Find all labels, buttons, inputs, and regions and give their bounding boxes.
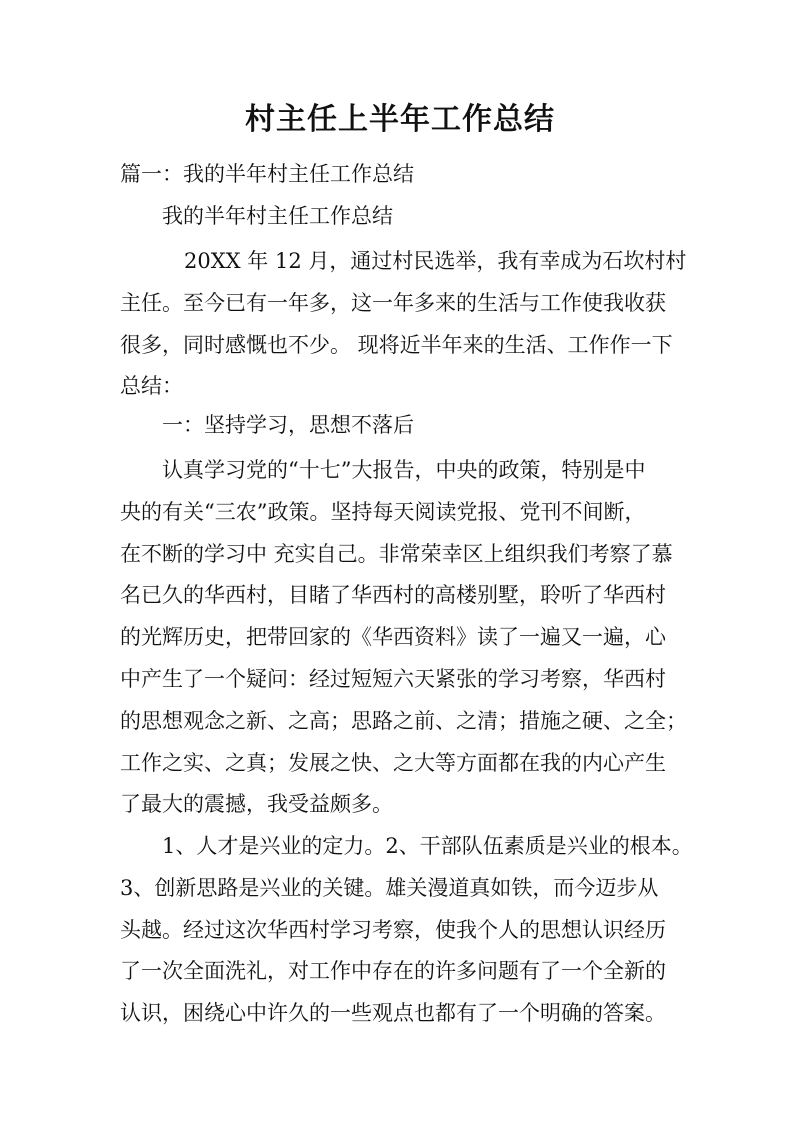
paragraph-line: 了一次全面洗礼，对工作中存在的许多问题有了一个全新的 — [120, 959, 666, 984]
paragraph-line: 主任。至今已有一年多，这一年多来的生活与工作使我收获 — [120, 290, 666, 315]
paragraph-line: 认识，困绕心中许久的一些观点也都有了一个明确的答案。 — [120, 1001, 666, 1026]
paragraph-line: 3、创新思路是兴业的关键。雄关漫道真如铁，而今迈步从 — [120, 875, 659, 900]
paragraph-points — [120, 826, 693, 1035]
paragraph-line: 了最大的震撼，我受益颇多。 — [120, 792, 393, 817]
paragraph-line: 工作之实、之真；发展之快、之大等方面都在我的内心产生 — [120, 750, 666, 775]
paragraph-line: 中产生了一个疑问：经过短短六天紧张的学习考察，华西村 — [120, 666, 666, 691]
section-heading: 一：坚持学习，思想不落后 — [162, 413, 414, 437]
paragraph-line: 央的有关“三农”政策。坚持每天阅读党报、党刊不间断， — [120, 499, 646, 524]
paragraph-line: 名已久的华西村，目睹了华西村的高楼别墅，聆听了华西村 — [120, 583, 666, 608]
paragraph-line: 在不断的学习中 充实自己。非常荣幸区上组织我们考察了慕 — [120, 541, 673, 566]
paragraph-line: 头越。经过这次华西村学习考察，使我个人的思想认识经历 — [120, 917, 666, 942]
document-title: 村主任上半年工作总结 — [245, 102, 555, 137]
chapter-heading: 篇一：我的半年村主任工作总结 — [120, 162, 414, 186]
article-heading: 我的半年村主任工作总结 — [162, 204, 393, 228]
paragraph-line: 很多，同时感慨也不少。 现将近半年来的生活、工作作一下 — [120, 332, 673, 357]
paragraph-study — [120, 450, 686, 826]
paragraph-line: 的光辉历史，把带回家的《华西资料》读了一遍又一遍，心 — [120, 625, 666, 650]
paragraph-line: 的思想观念之新、之高；思路之前、之清；措施之硬、之全； — [120, 708, 687, 733]
paragraph-intro — [120, 241, 686, 408]
paragraph-line: 总结： — [120, 374, 183, 399]
paragraph-line: 1、人才是兴业的定力。2、干部队伍素质是兴业的根本。 — [162, 834, 693, 858]
paragraph-line: 20XX 年 12 月，通过村民选举，我有幸成为石坎村村 — [184, 249, 687, 273]
paragraph-line: 认真学习党的“十七”大报告，中央的政策，特别是中 — [162, 458, 646, 482]
